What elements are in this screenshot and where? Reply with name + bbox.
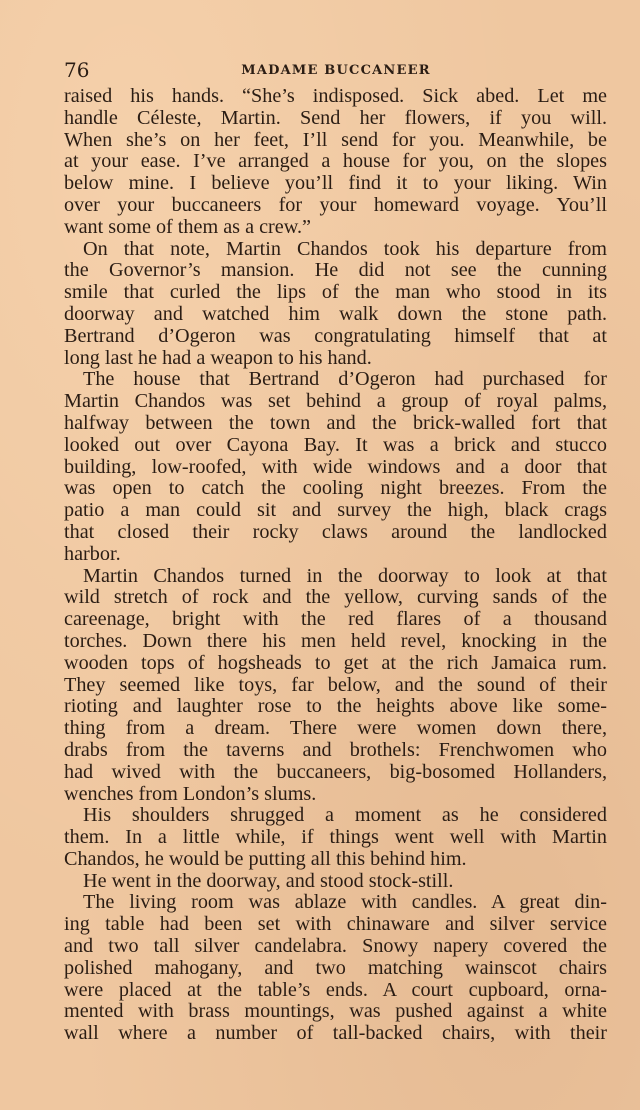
text-line: over your buccaneers for your homeward voyage. You’ll bbox=[64, 194, 607, 216]
text-line: His shoulders shrugged a moment as he considered bbox=[83, 805, 607, 827]
page-header bbox=[64, 56, 608, 84]
text-line: Bertrand d’Ogeron was congratulating himself that at bbox=[64, 325, 607, 347]
text-line: long last he had a weapon to his hand. bbox=[64, 347, 372, 369]
text-line: Martin Chandos turned in the doorway to look at that bbox=[83, 565, 607, 587]
text-line: harbor. bbox=[64, 543, 121, 565]
text-line: doorway and watched him walk down the stone path. bbox=[64, 303, 607, 325]
text-line: They seemed like toys, far below, and the sound of their bbox=[64, 674, 607, 696]
text-line: had wived with the buccaneers, big-bosomed Hollanders, bbox=[64, 761, 607, 783]
text-line: The living room was ablaze with candles. A great din- bbox=[83, 892, 607, 914]
text-line: wall where a number of tall-backed chairs, with their bbox=[64, 1023, 607, 1045]
text-line: patio a man could sit and survey the high, black crags bbox=[64, 500, 607, 522]
text-line: at your ease. I’ve arranged a house for you, on the slopes bbox=[64, 151, 607, 173]
text-line: On that note, Martin Chandos took his departure from bbox=[83, 238, 607, 260]
text-line: wooden tops of hogsheads to get at the rich Jamaica rum. bbox=[64, 652, 607, 674]
text-line: He went in the doorway, and stood stock-still. bbox=[83, 870, 454, 892]
text-line: was open to catch the cooling night breezes. From the bbox=[64, 478, 607, 500]
text-line: building, low-roofed, with wide windows and a door that bbox=[64, 456, 607, 478]
text-line: wenches from London’s slums. bbox=[64, 783, 317, 805]
text-line: Chandos, he would be putting all this behind him. bbox=[64, 848, 467, 870]
text-line: handle Céleste, Martin. Send her flowers, if you will. bbox=[64, 107, 607, 129]
text-line: Martin Chandos was set behind a group of royal palms, bbox=[64, 391, 607, 413]
text-line: the Governor’s mansion. He did not see the cunning bbox=[64, 260, 607, 282]
text-line: wild stretch of rock and the yellow, curving sands of the bbox=[64, 587, 607, 609]
text-line: them. In a little while, if things went well with Martin bbox=[64, 827, 607, 849]
page-number: 76 bbox=[64, 58, 90, 82]
body-text bbox=[64, 86, 607, 1045]
text-line: mented with brass mountings, was pushed against a white bbox=[64, 1001, 607, 1023]
text-line: thing from a dream. There were women down there, bbox=[64, 718, 607, 740]
text-line: looked out over Cayona Bay. It was a brick and stucco bbox=[64, 434, 607, 456]
text-line: ing table had been set with chinaware and silver service bbox=[64, 914, 607, 936]
text-line: want some of them as a crew.” bbox=[64, 216, 312, 238]
text-line: drabs from the taverns and brothels: Frenchwomen who bbox=[64, 739, 607, 761]
text-line: polished mahogany, and two matching wainscot chairs bbox=[64, 957, 607, 979]
running-title: MADAME BUCCANEER bbox=[241, 63, 431, 78]
text-line: that closed their rocky claws around the landlocked bbox=[64, 521, 607, 543]
text-line: halfway between the town and the brick-walled fort that bbox=[64, 412, 607, 434]
text-line: were placed at the table’s ends. A court cupboard, orna- bbox=[64, 979, 607, 1001]
text-line: careenage, bright with the red flares of a thousand bbox=[64, 609, 607, 631]
text-line: raised his hands. “She’s indisposed. Sick abed. Let me bbox=[64, 86, 607, 107]
text-line: below mine. I believe you’ll find it to your liking. Win bbox=[64, 173, 607, 195]
text-line: When she’s on her feet, I’ll send for you. Meanwhile, be bbox=[64, 129, 607, 151]
text-line: smile that curled the lips of the man who stood in its bbox=[64, 282, 607, 304]
text-line: and two tall silver candelabra. Snowy napery covered the bbox=[64, 936, 607, 958]
text-line: torches. Down there his men held revel, knocking in the bbox=[64, 630, 607, 652]
text-line: rioting and laughter rose to the heights above like some- bbox=[64, 696, 607, 718]
text-line: The house that Bertrand d’Ogeron had purchased for bbox=[83, 369, 607, 391]
